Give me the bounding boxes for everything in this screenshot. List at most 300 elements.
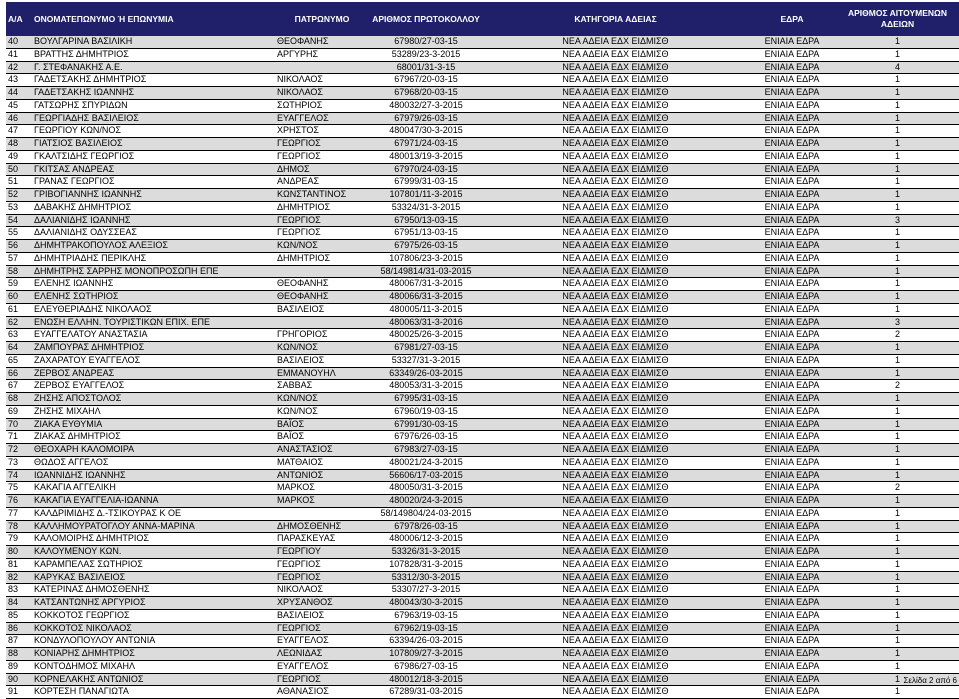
row-protocol-number: 480050/31-3-2015 xyxy=(369,482,483,495)
row-number: 71 xyxy=(6,431,32,444)
row-seat: ΕΝΙΑΙΑ ΕΔΡΑ xyxy=(748,163,836,176)
row-father-name: ΕΥΑΓΓΕΛΟΣ xyxy=(275,660,369,673)
row-seat: ΕΝΙΑΙΑ ΕΔΡΑ xyxy=(748,584,836,597)
row-father-name: ΝΙΚΟΛΑΟΣ xyxy=(275,87,369,100)
row-licence-count: 1 xyxy=(836,393,959,406)
table-row xyxy=(6,469,959,482)
row-name: ΒΟΥΛΓΑΡΙΝΑ ΒΑΣΙΛΙΚΗ xyxy=(32,36,275,48)
row-number: 58 xyxy=(6,265,32,278)
row-seat: ΕΝΙΑΙΑ ΕΔΡΑ xyxy=(748,456,836,469)
row-name: ΙΩΑΝΝΙΔΗΣ ΙΩΑΝΝΗΣ xyxy=(32,469,275,482)
table-row xyxy=(6,138,959,151)
row-seat: ΕΝΙΑΙΑ ΕΔΡΑ xyxy=(748,469,836,482)
row-licence-count: 3 xyxy=(836,214,959,227)
row-licence-count: 1 xyxy=(836,660,959,673)
row-licence-category: ΝΕΑ ΑΔΕΙΑ ΕΔΧ ΕΙΔΜΙΣΘ xyxy=(483,36,748,48)
row-licence-count: 2 xyxy=(836,380,959,393)
row-father-name: ΔΗΜΗΤΡΙΟΣ xyxy=(275,201,369,214)
row-father-name: ΘΕΟΦΑΝΗΣ xyxy=(275,36,369,48)
row-name: ΖΙΑΚΑ ΕΥΘΥΜΙΑ xyxy=(32,418,275,431)
row-father-name: ΚΩΝ/ΝΟΣ xyxy=(275,405,369,418)
row-seat: ΕΝΙΑΙΑ ΕΔΡΑ xyxy=(748,495,836,508)
row-father-name: ΜΑΤΘΑΙΟΣ xyxy=(275,456,369,469)
row-number: 40 xyxy=(6,36,32,48)
row-father-name: ΛΕΩΝΙΔΑΣ xyxy=(275,648,369,661)
table-row xyxy=(6,686,959,699)
table-row xyxy=(6,112,959,125)
row-licence-category: ΝΕΑ ΑΔΕΙΑ ΕΔΧ ΕΙΔΜΙΣΘ xyxy=(483,584,748,597)
row-seat: ΕΝΙΑΙΑ ΕΔΡΑ xyxy=(748,48,836,61)
row-name: ΘΩΔΟΣ ΑΓΓΕΛΟΣ xyxy=(32,456,275,469)
row-number: 79 xyxy=(6,533,32,546)
row-seat: ΕΝΙΑΙΑ ΕΔΡΑ xyxy=(748,227,836,240)
row-protocol-number: 67970/24-03-15 xyxy=(369,163,483,176)
row-father-name: ΑΝΤΩΝΙΟΣ xyxy=(275,469,369,482)
row-number: 77 xyxy=(6,507,32,520)
row-name: ΕΝΩΣΗ ΕΛΛΗΝ. ΤΟΥΡΙΣΤΙΚΩΝ ΕΠΙΧ. ΕΠΕ xyxy=(32,316,275,329)
row-seat: ΕΝΙΑΙΑ ΕΔΡΑ xyxy=(748,571,836,584)
table-row xyxy=(6,74,959,87)
row-licence-category: ΝΕΑ ΑΔΕΙΑ ΕΔΧ ΕΙΔΜΙΣΘ xyxy=(483,495,748,508)
row-number: 56 xyxy=(6,240,32,253)
row-seat: ΕΝΙΑΙΑ ΕΔΡΑ xyxy=(748,354,836,367)
table-row xyxy=(6,405,959,418)
row-father-name: ΓΕΩΡΓΙΟΣ xyxy=(275,214,369,227)
row-father-name: ΜΑΡΚΟΣ xyxy=(275,495,369,508)
row-licence-count: 1 xyxy=(836,342,959,355)
row-licence-count: 1 xyxy=(836,405,959,418)
table-row xyxy=(6,597,959,610)
table-row xyxy=(6,150,959,163)
row-licence-category: ΝΕΑ ΑΔΕΙΑ ΕΔΧ ΕΙΔΜΙΣΘ xyxy=(483,125,748,138)
table-row xyxy=(6,507,959,520)
table-row xyxy=(6,291,959,304)
row-seat: ΕΝΙΑΙΑ ΕΔΡΑ xyxy=(748,558,836,571)
table-row xyxy=(6,431,959,444)
header-aa: Α/Α xyxy=(6,2,32,36)
table-row xyxy=(6,99,959,112)
row-protocol-number: 480005/11-3-2015 xyxy=(369,303,483,316)
row-protocol-number: 480032/27-3-2015 xyxy=(369,99,483,112)
row-seat: ΕΝΙΑΙΑ ΕΔΡΑ xyxy=(748,482,836,495)
row-number: 50 xyxy=(6,163,32,176)
row-name: ΖΗΣΗΣ ΜΙΧΑΗΛ xyxy=(32,405,275,418)
row-licence-category: ΝΕΑ ΑΔΕΙΑ ΕΔΧ ΕΙΔΜΙΣΘ xyxy=(483,546,748,559)
row-number: 87 xyxy=(6,635,32,648)
row-seat: ΕΝΙΑΙΑ ΕΔΡΑ xyxy=(748,316,836,329)
row-protocol-number: 480063/31-3-2016 xyxy=(369,316,483,329)
row-licence-category: ΝΕΑ ΑΔΕΙΑ ΕΔΧ ΕΙΔΜΙΣΘ xyxy=(483,558,748,571)
table-row xyxy=(6,533,959,546)
row-protocol-number: 480066/31-3-2015 xyxy=(369,291,483,304)
row-protocol-number: 67981/27-03-15 xyxy=(369,342,483,355)
row-name: ΕΛΕΝΗΣ ΙΩΑΝΝΗΣ xyxy=(32,278,275,291)
row-seat: ΕΝΙΑΙΑ ΕΔΡΑ xyxy=(748,125,836,138)
row-number: 54 xyxy=(6,214,32,227)
row-protocol-number: 63394/26-03-2015 xyxy=(369,635,483,648)
row-number: 59 xyxy=(6,278,32,291)
row-name: ΚΟΝΔΥΛΟΠΟΥΛΟΥ ΑΝΤΩΝΙΑ xyxy=(32,635,275,648)
row-licence-category: ΝΕΑ ΑΔΕΙΑ ΕΔΧ ΕΙΔΜΙΣΘ xyxy=(483,214,748,227)
row-father-name: ΔΗΜΟΣΘΕΝΗΣ xyxy=(275,520,369,533)
row-father-name: ΔΗΜΟΣ xyxy=(275,163,369,176)
row-protocol-number: 67986/27-03-15 xyxy=(369,660,483,673)
table-body xyxy=(6,36,959,699)
row-protocol-number: 67962/19-03-15 xyxy=(369,622,483,635)
row-seat: ΕΝΙΑΙΑ ΕΔΡΑ xyxy=(748,546,836,559)
row-seat: ΕΝΙΑΙΑ ΕΔΡΑ xyxy=(748,673,836,686)
row-protocol-number: 480043/30-3-2015 xyxy=(369,597,483,610)
row-protocol-number: 67978/26-03-15 xyxy=(369,520,483,533)
row-seat: ΕΝΙΑΙΑ ΕΔΡΑ xyxy=(748,87,836,100)
row-licence-category: ΝΕΑ ΑΔΕΙΑ ΕΔΧ ΕΙΔΜΙΣΘ xyxy=(483,533,748,546)
row-number: 85 xyxy=(6,609,32,622)
row-seat: ΕΝΙΑΙΑ ΕΔΡΑ xyxy=(748,418,836,431)
row-licence-category: ΝΕΑ ΑΔΕΙΑ ΕΔΧ ΕΙΔΜΙΣΘ xyxy=(483,648,748,661)
row-father-name: ΘΕΟΦΑΝΗΣ xyxy=(275,291,369,304)
row-seat: ΕΝΙΑΙΑ ΕΔΡΑ xyxy=(748,520,836,533)
row-licence-count: 1 xyxy=(836,36,959,48)
row-protocol-number: 67976/26-03-15 xyxy=(369,431,483,444)
row-seat: ΕΝΙΑΙΑ ΕΔΡΑ xyxy=(748,74,836,87)
row-licence-count: 1 xyxy=(836,686,959,699)
row-licence-count: 1 xyxy=(836,431,959,444)
row-licence-count: 4 xyxy=(836,61,959,74)
row-father-name: ΓΕΩΡΓΙΟΥ xyxy=(275,546,369,559)
row-number: 48 xyxy=(6,138,32,151)
table-row xyxy=(6,609,959,622)
row-name: ΖΙΑΚΑΣ ΔΗΜΗΤΡΙΟΣ xyxy=(32,431,275,444)
row-name: ΚΟΡΤΕΣΗ ΠΑΝΑΓΙΩΤΑ xyxy=(32,686,275,699)
row-licence-count: 1 xyxy=(836,265,959,278)
row-number: 78 xyxy=(6,520,32,533)
row-name: ΚΑΛΟΥΜΕΝΟΥ ΚΩΝ. xyxy=(32,546,275,559)
row-father-name: ΜΑΡΚΟΣ xyxy=(275,482,369,495)
row-seat: ΕΝΙΑΙΑ ΕΔΡΑ xyxy=(748,648,836,661)
table-row xyxy=(6,418,959,431)
row-number: 60 xyxy=(6,291,32,304)
row-licence-count: 1 xyxy=(836,546,959,559)
row-seat: ΕΝΙΑΙΑ ΕΔΡΑ xyxy=(748,342,836,355)
row-seat: ΕΝΙΑΙΑ ΕΔΡΑ xyxy=(748,367,836,380)
row-number: 55 xyxy=(6,227,32,240)
row-licence-category: ΝΕΑ ΑΔΕΙΑ ΕΔΧ ΕΙΔΜΙΣΘ xyxy=(483,201,748,214)
table-row xyxy=(6,48,959,61)
row-number: 63 xyxy=(6,329,32,342)
row-licence-category: ΝΕΑ ΑΔΕΙΑ ΕΔΧ ΕΙΔΜΙΣΘ xyxy=(483,622,748,635)
row-name: ΓΚΙΤΣΑΣ ΑΝΔΡΕΑΣ xyxy=(32,163,275,176)
row-number: 88 xyxy=(6,648,32,661)
table-row xyxy=(6,673,959,686)
row-number: 62 xyxy=(6,316,32,329)
row-licence-count: 1 xyxy=(836,87,959,100)
table-row xyxy=(6,444,959,457)
row-licence-category: ΝΕΑ ΑΔΕΙΑ ΕΔΧ ΕΙΔΜΙΣΘ xyxy=(483,227,748,240)
row-protocol-number: 53289/23-3-2015 xyxy=(369,48,483,61)
row-name: ΖΑΧΑΡΑΤΟΥ ΕΥΑΓΓΕΛΟΣ xyxy=(32,354,275,367)
row-licence-count: 3 xyxy=(836,316,959,329)
row-father-name: ΝΙΚΟΛΑΟΣ xyxy=(275,74,369,87)
row-father-name xyxy=(275,507,369,520)
row-licence-count: 1 xyxy=(836,597,959,610)
row-licence-category: ΝΕΑ ΑΔΕΙΑ ΕΔΧ ΕΙΔΜΙΣΘ xyxy=(483,329,748,342)
row-licence-count: 1 xyxy=(836,558,959,571)
row-number: 73 xyxy=(6,456,32,469)
row-protocol-number: 58/149804/24-03-2015 xyxy=(369,507,483,520)
row-protocol-number: 53326/31-3-2015 xyxy=(369,546,483,559)
row-seat: ΕΝΙΑΙΑ ΕΔΡΑ xyxy=(748,99,836,112)
row-licence-category: ΝΕΑ ΑΔΕΙΑ ΕΔΧ ΕΙΔΜΙΣΘ xyxy=(483,469,748,482)
row-seat: ΕΝΙΑΙΑ ΕΔΡΑ xyxy=(748,138,836,151)
table-header xyxy=(6,2,959,36)
row-protocol-number: 480047/30-3-2015 xyxy=(369,125,483,138)
row-number: 64 xyxy=(6,342,32,355)
row-licence-count: 1 xyxy=(836,150,959,163)
row-protocol-number: 107809/27-3-2015 xyxy=(369,648,483,661)
row-seat: ΕΝΙΑΙΑ ΕΔΡΑ xyxy=(748,291,836,304)
row-father-name: ΒΑΪΟΣ xyxy=(275,418,369,431)
row-father-name: ΓΕΩΡΓΙΟΣ xyxy=(275,673,369,686)
row-father-name: ΕΜΜΑΝΟΥΗΛ xyxy=(275,367,369,380)
row-number: 52 xyxy=(6,189,32,202)
row-number: 45 xyxy=(6,99,32,112)
row-number: 66 xyxy=(6,367,32,380)
row-number: 86 xyxy=(6,622,32,635)
row-protocol-number: 480021/24-3-2015 xyxy=(369,456,483,469)
row-seat: ΕΝΙΑΙΑ ΕΔΡΑ xyxy=(748,61,836,74)
row-seat: ΕΝΙΑΙΑ ΕΔΡΑ xyxy=(748,189,836,202)
row-name: ΖΗΣΗΣ ΑΠΟΣΤΟΛΟΣ xyxy=(32,393,275,406)
row-licence-category: ΝΕΑ ΑΔΕΙΑ ΕΔΧ ΕΙΔΜΙΣΘ xyxy=(483,597,748,610)
row-name: ΚΑΤΕΡΙΝΑΣ ΔΗΜΟΣΘΕΝΗΣ xyxy=(32,584,275,597)
row-licence-category: ΝΕΑ ΑΔΕΙΑ ΕΔΧ ΕΙΔΜΙΣΘ xyxy=(483,482,748,495)
table-row xyxy=(6,495,959,508)
row-name: ΓΑΔΕΤΣΑΚΗΣ ΙΩΑΝΝΗΣ xyxy=(32,87,275,100)
row-father-name: ΓΕΩΡΓΙΟΣ xyxy=(275,571,369,584)
row-father-name: ΒΑΣΙΛΕΙΟΣ xyxy=(275,609,369,622)
row-father-name: ΒΑΣΙΛΕΙΟΣ xyxy=(275,354,369,367)
row-protocol-number: 107801/11-3-2015 xyxy=(369,189,483,202)
row-licence-category: ΝΕΑ ΑΔΕΙΑ ΕΔΧ ΕΙΔΜΙΣΘ xyxy=(483,163,748,176)
header-count: ΑΡΙΘΜΟΣ ΑΙΤΟΥΜΕΝΩΝ ΑΔΕΙΩΝ xyxy=(836,2,959,36)
row-number: 47 xyxy=(6,125,32,138)
row-seat: ΕΝΙΑΙΑ ΕΔΡΑ xyxy=(748,278,836,291)
row-protocol-number: 67983/27-03-15 xyxy=(369,444,483,457)
row-licence-count: 1 xyxy=(836,189,959,202)
row-licence-category: ΝΕΑ ΑΔΕΙΑ ΕΔΧ ΕΙΔΜΙΣΘ xyxy=(483,138,748,151)
row-name: ΔΑΒΑΚΗΣ ΔΗΜΗΤΡΙΟΣ xyxy=(32,201,275,214)
row-number: 70 xyxy=(6,418,32,431)
row-number: 61 xyxy=(6,303,32,316)
row-father-name: ΓΕΩΡΓΙΟΣ xyxy=(275,150,369,163)
row-seat: ΕΝΙΑΙΑ ΕΔΡΑ xyxy=(748,686,836,699)
row-name: ΕΛΕΝΗΣ ΣΩΤΗΡΙΟΣ xyxy=(32,291,275,304)
row-licence-count: 1 xyxy=(836,520,959,533)
table-row xyxy=(6,265,959,278)
row-father-name xyxy=(275,265,369,278)
table-row xyxy=(6,584,959,597)
row-licence-category: ΝΕΑ ΑΔΕΙΑ ΕΔΧ ΕΙΔΜΙΣΘ xyxy=(483,660,748,673)
table-row xyxy=(6,546,959,559)
row-licence-category: ΝΕΑ ΑΔΕΙΑ ΕΔΧ ΕΙΔΜΙΣΘ xyxy=(483,354,748,367)
row-seat: ΕΝΙΑΙΑ ΕΔΡΑ xyxy=(748,252,836,265)
row-father-name: ΑΘΑΝΑΣΙΟΣ xyxy=(275,686,369,699)
row-protocol-number: 67951/13-03-15 xyxy=(369,227,483,240)
row-seat: ΕΝΙΑΙΑ ΕΔΡΑ xyxy=(748,240,836,253)
row-number: 57 xyxy=(6,252,32,265)
row-father-name: ΚΩΝ/ΝΟΣ xyxy=(275,393,369,406)
row-seat: ΕΝΙΑΙΑ ΕΔΡΑ xyxy=(748,622,836,635)
table-row xyxy=(6,176,959,189)
table-row xyxy=(6,520,959,533)
row-number: 75 xyxy=(6,482,32,495)
row-father-name xyxy=(275,61,369,74)
row-protocol-number: 53324/31-3-2015 xyxy=(369,201,483,214)
row-licence-count: 1 xyxy=(836,291,959,304)
row-father-name: ΣΑΒΒΑΣ xyxy=(275,380,369,393)
row-name: ΖΕΡΒΟΣ ΕΥΑΓΓΕΛΟΣ xyxy=(32,380,275,393)
row-seat: ΕΝΙΑΙΑ ΕΔΡΑ xyxy=(748,265,836,278)
row-protocol-number: 480020/24-3-2015 xyxy=(369,495,483,508)
row-licence-category: ΝΕΑ ΑΔΕΙΑ ΕΔΧ ΕΙΔΜΙΣΘ xyxy=(483,112,748,125)
row-father-name: ΑΝΑΣΤΑΣΙΟΣ xyxy=(275,444,369,457)
row-protocol-number: 67968/20-03-15 xyxy=(369,87,483,100)
row-name: ΚΟΝΤΟΔΗΜΟΣ ΜΙΧΑΗΛ xyxy=(32,660,275,673)
row-licence-category: ΝΕΑ ΑΔΕΙΑ ΕΔΧ ΕΙΔΜΙΣΘ xyxy=(483,342,748,355)
row-number: 81 xyxy=(6,558,32,571)
row-licence-category: ΝΕΑ ΑΔΕΙΑ ΕΔΧ ΕΙΔΜΙΣΘ xyxy=(483,265,748,278)
row-licence-count: 1 xyxy=(836,609,959,622)
table-row xyxy=(6,482,959,495)
row-protocol-number: 68001/31-3-15 xyxy=(369,61,483,74)
row-name: ΚΟΚΚΟΤΟΣ ΓΕΩΡΓΙΟΣ xyxy=(32,609,275,622)
row-name: ΚΟΝΙΑΡΗΣ ΔΗΜΗΤΡΙΟΣ xyxy=(32,648,275,661)
row-licence-category: ΝΕΑ ΑΔΕΙΑ ΕΔΧ ΕΙΔΜΙΣΘ xyxy=(483,507,748,520)
table-row xyxy=(6,61,959,74)
table-row xyxy=(6,367,959,380)
row-licence-count: 1 xyxy=(836,163,959,176)
row-seat: ΕΝΙΑΙΑ ΕΔΡΑ xyxy=(748,201,836,214)
table-row xyxy=(6,189,959,202)
table-row xyxy=(6,163,959,176)
row-protocol-number: 480012/18-3-2015 xyxy=(369,673,483,686)
row-name: ΓΑΔΕΤΣΑΚΗΣ ΔΗΜΗΤΡΙΟΣ xyxy=(32,74,275,87)
row-licence-category: ΝΕΑ ΑΔΕΙΑ ΕΔΧ ΕΙΔΜΙΣΘ xyxy=(483,291,748,304)
row-licence-category: ΝΕΑ ΑΔΕΙΑ ΕΔΧ ΕΙΔΜΙΣΘ xyxy=(483,520,748,533)
row-number: 43 xyxy=(6,74,32,87)
row-name: ΖΑΜΠΟΥΡΑΣ ΔΗΜΗΤΡΙΟΣ xyxy=(32,342,275,355)
row-number: 67 xyxy=(6,380,32,393)
row-licence-count: 1 xyxy=(836,354,959,367)
row-licence-category: ΝΕΑ ΑΔΕΙΑ ΕΔΧ ΕΙΔΜΙΣΘ xyxy=(483,240,748,253)
table-row xyxy=(6,660,959,673)
row-protocol-number: 67979/26-03-15 xyxy=(369,112,483,125)
row-licence-count: 1 xyxy=(836,227,959,240)
row-seat: ΕΝΙΑΙΑ ΕΔΡΑ xyxy=(748,329,836,342)
row-licence-count: 1 xyxy=(836,673,959,686)
row-name: Γ. ΣΤΕΦΑΝΑΚΗΣ Α.Ε. xyxy=(32,61,275,74)
header-name: ΟΝΟΜΑΤΕΠΩΝΥΜΟ Ή ΕΠΩΝΥΜΙΑ xyxy=(32,2,275,36)
row-number: 44 xyxy=(6,87,32,100)
row-father-name: ΘΕΟΦΑΝΗΣ xyxy=(275,278,369,291)
row-licence-count: 1 xyxy=(836,622,959,635)
row-licence-category: ΝΕΑ ΑΔΕΙΑ ΕΔΧ ΕΙΔΜΙΣΘ xyxy=(483,367,748,380)
row-seat: ΕΝΙΑΙΑ ΕΔΡΑ xyxy=(748,507,836,520)
table-row xyxy=(6,36,959,48)
row-number: 74 xyxy=(6,469,32,482)
row-father-name: ΧΡΗΣΤΟΣ xyxy=(275,125,369,138)
row-protocol-number: 67995/31-03-15 xyxy=(369,393,483,406)
row-number: 51 xyxy=(6,176,32,189)
table-row xyxy=(6,622,959,635)
row-name: ΘΕΟΧΑΡΗ ΚΑΛΟΜΟΙΡΑ xyxy=(32,444,275,457)
row-father-name: ΓΕΩΡΓΙΟΣ xyxy=(275,138,369,151)
row-licence-count: 1 xyxy=(836,125,959,138)
table-row xyxy=(6,558,959,571)
row-licence-count: 1 xyxy=(836,176,959,189)
row-protocol-number: 53327/31-3-2015 xyxy=(369,354,483,367)
row-licence-category: ΝΕΑ ΑΔΕΙΑ ΕΔΧ ΕΙΔΜΙΣΘ xyxy=(483,380,748,393)
row-seat: ΕΝΙΑΙΑ ΕΔΡΑ xyxy=(748,635,836,648)
row-name: ΒΡΑΤΤΗΣ ΔΗΜΗΤΡΙΟΣ xyxy=(32,48,275,61)
row-name: ΓΚΑΛΤΣΙΔΗΣ ΓΕΩΡΓΙΟΣ xyxy=(32,150,275,163)
row-father-name: ΚΩΝ/ΝΟΣ xyxy=(275,240,369,253)
row-licence-category: ΝΕΑ ΑΔΕΙΑ ΕΔΧ ΕΙΔΜΙΣΘ xyxy=(483,686,748,699)
page-footer: Σελίδα 2 από 6 xyxy=(903,676,957,685)
row-name: ΓΡΑΝΑΣ ΓΕΩΡΓΙΟΣ xyxy=(32,176,275,189)
row-licence-count: 1 xyxy=(836,584,959,597)
row-protocol-number: 107806/23-3-2015 xyxy=(369,252,483,265)
row-licence-count: 1 xyxy=(836,367,959,380)
row-protocol-number: 107828/31-3-2015 xyxy=(369,558,483,571)
row-name: ΕΥΑΓΓΕΛΑΤΟΥ ΑΝΑΣΤΑΣΙΑ xyxy=(32,329,275,342)
table-row xyxy=(6,635,959,648)
row-father-name: ΑΝΔΡΕΑΣ xyxy=(275,176,369,189)
row-licence-count: 2 xyxy=(836,482,959,495)
row-protocol-number: 67963/19-03-15 xyxy=(369,609,483,622)
header-category: ΚΑΤΗΓΟΡΙΑ ΑΔΕΙΑΣ xyxy=(483,2,748,36)
row-licence-count: 1 xyxy=(836,533,959,546)
row-name: ΔΗΜΗΤΡΗΣ ΣΑΡΡΗΣ ΜΟΝΟΠΡΟΣΩΠΗ ΕΠΕ xyxy=(32,265,275,278)
row-licence-category: ΝΕΑ ΑΔΕΙΑ ΕΔΧ ΕΙΔΜΙΣΘ xyxy=(483,150,748,163)
row-father-name: ΚΩΝΣΤΑΝΤΙΝΟΣ xyxy=(275,189,369,202)
row-father-name xyxy=(275,316,369,329)
row-name: ΚΟΡΝΕΛΑΚΗΣ ΑΝΤΩΝΙΟΣ xyxy=(32,673,275,686)
row-number: 84 xyxy=(6,597,32,610)
licence-table xyxy=(6,2,959,699)
table-row xyxy=(6,278,959,291)
row-number: 49 xyxy=(6,150,32,163)
row-name: ΔΗΜΗΤΡΑΚΟΠΟΥΛΟΣ ΑΛΕΞΙΟΣ xyxy=(32,240,275,253)
row-number: 90 xyxy=(6,673,32,686)
row-licence-category: ΝΕΑ ΑΔΕΙΑ ΕΔΧ ΕΙΔΜΙΣΘ xyxy=(483,431,748,444)
table-row xyxy=(6,354,959,367)
table-row xyxy=(6,240,959,253)
table-row xyxy=(6,393,959,406)
row-number: 76 xyxy=(6,495,32,508)
row-number: 46 xyxy=(6,112,32,125)
row-name: ΚΑΤΣΑΝΤΩΝΗΣ ΑΡΓΥΡΙΟΣ xyxy=(32,597,275,610)
row-number: 89 xyxy=(6,660,32,673)
row-number: 69 xyxy=(6,405,32,418)
row-seat: ΕΝΙΑΙΑ ΕΔΡΑ xyxy=(748,176,836,189)
row-father-name: ΕΥΑΓΓΕΛΟΣ xyxy=(275,112,369,125)
row-licence-category: ΝΕΑ ΑΔΕΙΑ ΕΔΧ ΕΙΔΜΙΣΘ xyxy=(483,87,748,100)
row-seat: ΕΝΙΑΙΑ ΕΔΡΑ xyxy=(748,150,836,163)
row-protocol-number: 67960/19-03-15 xyxy=(369,405,483,418)
row-licence-category: ΝΕΑ ΑΔΕΙΑ ΕΔΧ ΕΙΔΜΙΣΘ xyxy=(483,189,748,202)
row-protocol-number: 480025/26-3-2015 xyxy=(369,329,483,342)
